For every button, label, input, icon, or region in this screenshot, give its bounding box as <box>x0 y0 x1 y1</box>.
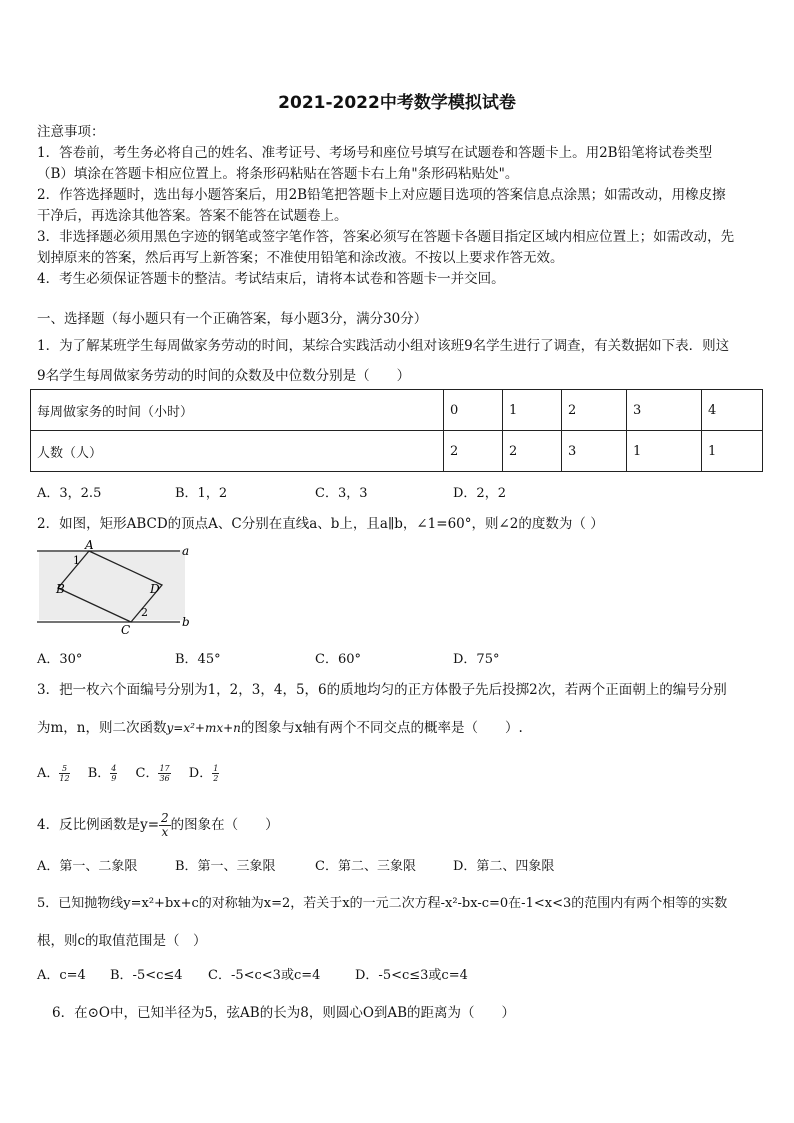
table-cell: 2 <box>503 431 562 472</box>
q4-option-c: C．第二、三象限 <box>315 859 416 874</box>
fraction <box>59 764 69 783</box>
fraction <box>110 764 117 783</box>
q5-text: 根，则c的取值范围是（ ） <box>37 933 207 949</box>
table-cell: 1 <box>702 431 763 472</box>
notice-line: 2．作答选择题时，选出每小题答案后，用2B铅笔把答题卡上对应题目选项的答案信息点涂黑；如需改动，用橡皮擦 <box>37 187 726 203</box>
q3-text-line2 <box>37 716 523 736</box>
q4-text: 4．反比例函数是y= <box>37 817 160 833</box>
table-cell: 1 <box>503 390 562 431</box>
table-cell: 人数（人） <box>31 431 444 472</box>
q1-option-b: B．1，2 <box>175 486 228 501</box>
angle-label-1: 1 <box>73 554 80 567</box>
numerator: 2 <box>161 811 169 825</box>
table-cell: 2 <box>444 431 503 472</box>
q2-option-a: A．30° <box>37 652 83 667</box>
q1-option-c: C．3，3 <box>315 486 368 501</box>
table-cell: 每周做家务的时间（小时） <box>31 390 444 431</box>
q1-text: 1．为了解某班学生每周做家务劳动的时间，某综合实践活动小组对该班9名学生进行了调查，有关数据如下表．则这 <box>37 338 730 354</box>
angle-label-2: 2 <box>141 606 148 619</box>
notice-line: 干净后，再选涂其他答案。答案不能答在试题卷上。 <box>37 208 348 224</box>
q2-option-b: B．45° <box>175 652 221 667</box>
section-heading: 一、选择题（每小题只有一个正确答案，每小题3分，满分30分） <box>37 311 428 327</box>
q2-option-d: D．75° <box>453 652 500 667</box>
q3-option-d <box>189 766 220 781</box>
q6-text: 6．在⊙O中，已知半径为5，弦AB的长为8，则圆心O到AB的距离为（ ） <box>52 1005 516 1021</box>
notice-line: 3．非选择题必须用黑色字迹的钢笔或签字笔作答，答案必须写在答题卡各题目指定区域内相应位置上；如需改动，先 <box>37 229 735 245</box>
option-label: C． <box>135 766 159 781</box>
q3-text: 的图象与x轴有两个不同交点的概率是（ ）. <box>240 720 523 736</box>
q3-text: 为m，n，则二次函数 <box>37 720 167 736</box>
table-cell: 4 <box>702 390 763 431</box>
q3-text: 3．把一枚六个面编号分别为1，2，3，4，5，6的质地均匀的正方体骰子先后投掷2次，若两个正面朝上的编号分别 <box>37 682 727 698</box>
q4-text-line <box>37 812 279 839</box>
line-label-a: a <box>182 544 190 558</box>
line-label-b: b <box>182 615 190 629</box>
q3-options <box>37 762 219 783</box>
denominator: 12 <box>59 774 70 783</box>
notice-heading: 注意事项： <box>37 124 105 140</box>
option-label: A． <box>37 766 60 781</box>
vertex-label-a: A <box>85 538 94 552</box>
denominator: 9 <box>111 774 117 783</box>
notice-line: 4．考生必须保证答题卡的整洁。考试结束后，请将本试卷和答题卡一并交回。 <box>37 271 505 287</box>
denominator: 36 <box>159 774 170 783</box>
q1-option-d: D．2，2 <box>453 486 506 501</box>
fraction <box>212 764 219 783</box>
denominator: 2 <box>213 774 219 783</box>
vertex-label-c: C <box>121 623 131 637</box>
notice-line: 划掉原来的答案，然后再写上新答案；不准使用铅笔和涂改液。不按以上要求作答无效。 <box>37 250 564 266</box>
table-cell: 3 <box>627 390 702 431</box>
notice-line: （B）填涂在答题卡相应位置上。将条形码粘贴在答题卡右上角"条形码粘贴处"。 <box>37 166 519 182</box>
option-label: B． <box>87 766 111 781</box>
table-row <box>31 431 763 472</box>
table-cell: 3 <box>562 431 627 472</box>
table-cell: 0 <box>444 390 503 431</box>
q5-text: 5．已知抛物线y=x²+bx+c的对称轴为x=2，若关于x的一元二次方程-x²-bx-c=0在-1<x<3的范围内有两个相等的实数 <box>37 896 728 911</box>
numerator: 17 <box>159 764 170 773</box>
q5-option-d: D．-5<c≤3或c=4 <box>355 968 468 983</box>
notice-line: 1．答卷前，考生务必将自己的姓名、准考证号、考场号和座位号填写在试题卷和答题卡上。用2B铅笔将试卷类型 <box>37 145 713 161</box>
numerator: 1 <box>213 764 219 773</box>
table-row <box>31 390 763 431</box>
q4-option-a: A．第一、二象限 <box>37 859 138 874</box>
page-title: 2021-2022中考数学模拟试卷 <box>278 93 516 113</box>
fraction <box>158 764 170 783</box>
q5-option-c: C．-5<c<3或c=4 <box>208 968 321 983</box>
q3-option-c <box>136 766 171 781</box>
table-cell: 1 <box>627 431 702 472</box>
q5-option-b: B．-5<c≤4 <box>110 968 183 983</box>
q4-text: 的图象在（ ） <box>170 817 279 833</box>
q3-option-b <box>88 766 118 781</box>
q4-option-b: B．第一、三象限 <box>175 859 276 874</box>
q1-data-table <box>30 389 763 472</box>
q4-fraction <box>159 812 171 839</box>
table-cell: 2 <box>562 390 627 431</box>
q4-option-d: D．第二、四象限 <box>453 859 555 874</box>
numerator: 4 <box>111 764 117 773</box>
q3-formula: y=x²+mx+n <box>166 721 241 735</box>
q1-text: 9名学生每周做家务劳动的时间的众数及中位数分别是（ ） <box>37 368 411 384</box>
q3-option-a <box>37 766 70 781</box>
q1-option-a: A．3，2.5 <box>37 486 102 501</box>
denominator: x <box>161 825 169 839</box>
option-label: D． <box>188 766 213 781</box>
q5-option-a: A．c=4 <box>37 968 86 983</box>
q2-rectangle-figure <box>37 538 202 638</box>
vertex-label-d: D <box>150 582 160 596</box>
q2-option-c: C．60° <box>315 652 361 667</box>
numerator: 5 <box>59 764 69 774</box>
q2-text: 2．如图，矩形ABCD的顶点A、C分别在直线a、b上，且a∥b，∠1=60°，则∠2的度数为（ ） <box>37 516 604 532</box>
vertex-label-b: B <box>56 582 65 596</box>
